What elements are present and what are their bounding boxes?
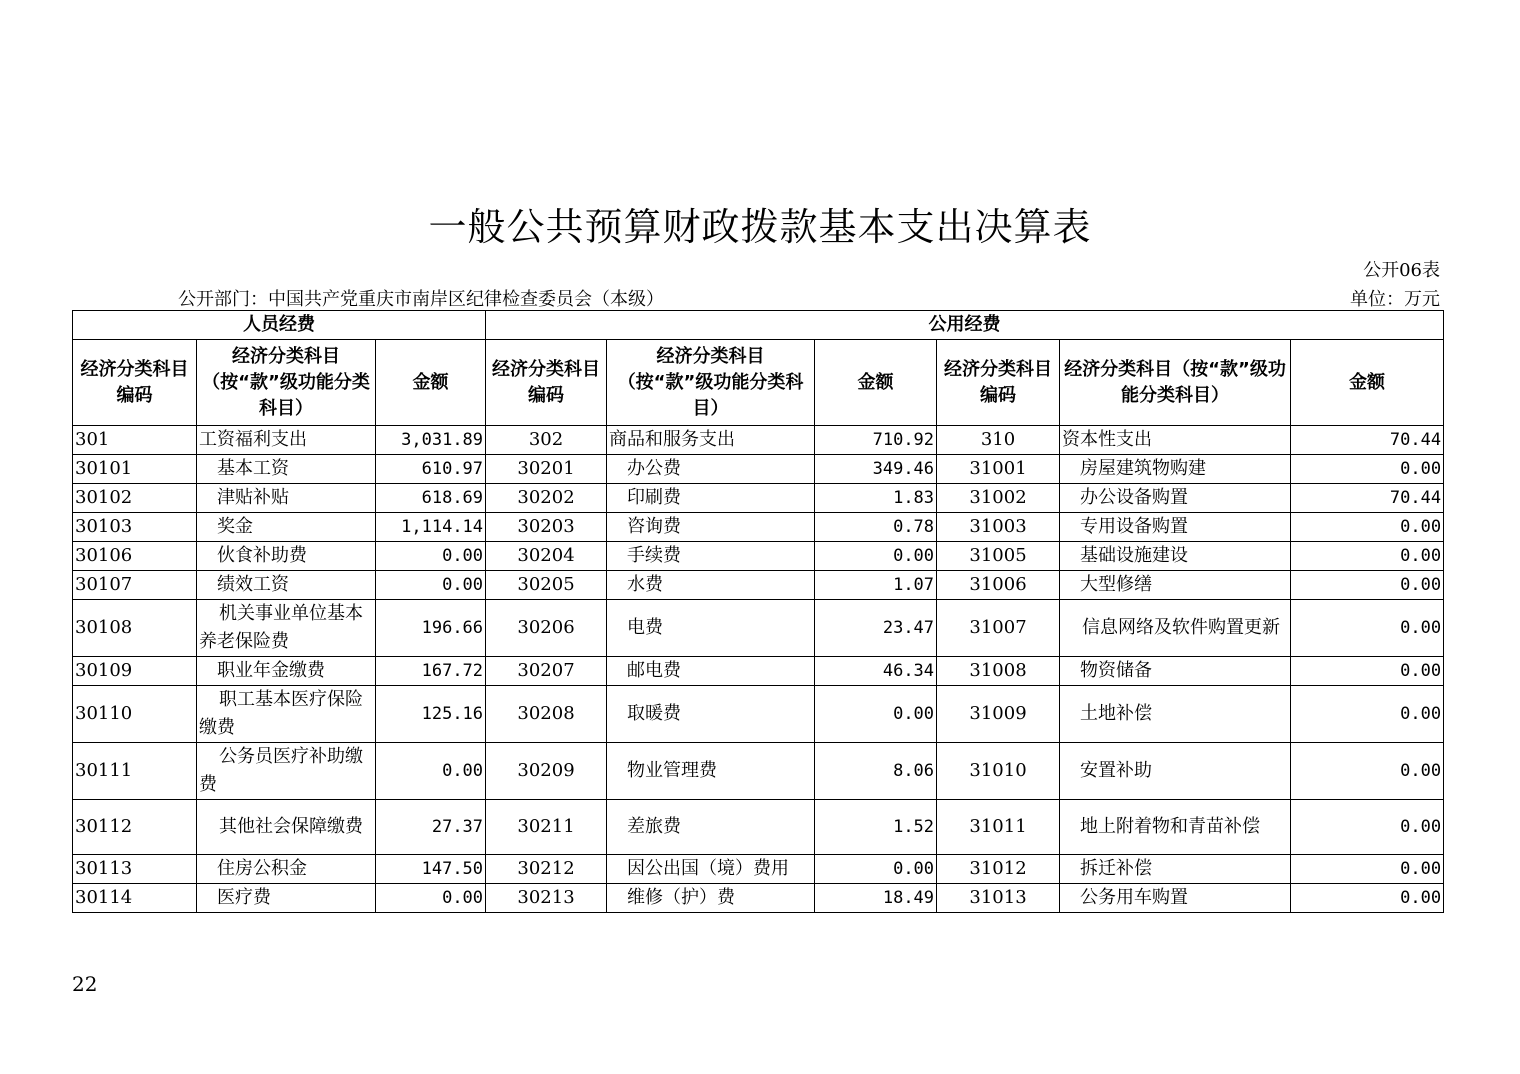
name-cell: 职工基本医疗保险缴费 [197,686,376,743]
amount-cell: 0.00 [1291,800,1444,855]
amount-cell: 18.49 [815,884,937,913]
name-cell: 拆迁补偿 [1060,855,1291,884]
amount-cell: 0.00 [376,743,486,800]
group-header-row [73,311,1444,340]
table-row [73,426,1444,455]
code-cell: 30207 [486,657,607,686]
amount-cell: 0.00 [376,884,486,913]
code-cell: 31009 [937,686,1060,743]
amount-cell: 0.00 [1291,513,1444,542]
header-amount-2: 金额 [815,340,937,426]
name-cell: 基本工资 [197,455,376,484]
amount-cell: 0.78 [815,513,937,542]
code-cell: 31001 [937,455,1060,484]
code-cell: 30212 [486,855,607,884]
code-cell: 301 [73,426,197,455]
name-cell: 住房公积金 [197,855,376,884]
name-cell: 印刷费 [607,484,815,513]
table-row [73,571,1444,600]
name-cell: 工资福利支出 [197,426,376,455]
name-cell: 信息网络及软件购置更新 [1060,600,1291,657]
header-code-1: 经济分类科目编码 [73,340,197,426]
amount-cell: 349.46 [815,455,937,484]
amount-cell: 3,031.89 [376,426,486,455]
amount-cell: 0.00 [1291,686,1444,743]
name-cell: 水费 [607,571,815,600]
table-row [73,686,1444,743]
name-cell: 伙食补助费 [197,542,376,571]
amount-cell: 0.00 [1291,884,1444,913]
code-cell: 30103 [73,513,197,542]
name-cell: 专用设备购置 [1060,513,1291,542]
column-header-row [73,340,1444,426]
header-amount-1: 金额 [376,340,486,426]
amount-cell: 70.44 [1291,426,1444,455]
amount-cell: 0.00 [1291,600,1444,657]
table-row [73,657,1444,686]
amount-cell: 0.00 [1291,743,1444,800]
table-row [73,743,1444,800]
group-personnel: 人员经费 [73,311,486,340]
code-cell: 302 [486,426,607,455]
name-cell: 维修（护）费 [607,884,815,913]
code-cell: 30109 [73,657,197,686]
code-cell: 30102 [73,484,197,513]
name-cell: 办公设备购置 [1060,484,1291,513]
name-cell: 咨询费 [607,513,815,542]
amount-cell: 0.00 [376,571,486,600]
table-row [73,855,1444,884]
name-cell: 其他社会保障缴费 [197,800,376,855]
budget-table [72,310,1444,913]
name-cell: 绩效工资 [197,571,376,600]
amount-cell: 0.00 [1291,657,1444,686]
code-cell: 31005 [937,542,1060,571]
amount-cell: 8.06 [815,743,937,800]
group-public: 公用经费 [486,311,1444,340]
amount-cell: 0.00 [376,542,486,571]
name-cell: 机关事业单位基本养老保险费 [197,600,376,657]
amount-cell: 0.00 [815,686,937,743]
name-cell: 奖金 [197,513,376,542]
name-cell: 津贴补贴 [197,484,376,513]
code-cell: 30203 [486,513,607,542]
code-cell: 30106 [73,542,197,571]
name-cell: 安置补助 [1060,743,1291,800]
code-cell: 30111 [73,743,197,800]
header-name-2: 经济分类科目（按“款”级功能分类科目） [607,340,815,426]
code-cell: 30211 [486,800,607,855]
amount-cell: 46.34 [815,657,937,686]
amount-cell: 196.66 [376,600,486,657]
code-cell: 30204 [486,542,607,571]
name-cell: 大型修缮 [1060,571,1291,600]
code-cell: 30213 [486,884,607,913]
code-cell: 30208 [486,686,607,743]
code-cell: 31012 [937,855,1060,884]
name-cell: 医疗费 [197,884,376,913]
code-cell: 30114 [73,884,197,913]
code-cell: 31010 [937,743,1060,800]
header-name-1: 经济分类科目（按“款”级功能分类科目） [197,340,376,426]
amount-cell: 23.47 [815,600,937,657]
name-cell: 差旅费 [607,800,815,855]
code-cell: 31011 [937,800,1060,855]
page-number: 22 [72,972,98,996]
table-row [73,884,1444,913]
code-cell: 30112 [73,800,197,855]
code-cell: 30209 [486,743,607,800]
code-cell: 31002 [937,484,1060,513]
code-cell: 310 [937,426,1060,455]
code-cell: 31008 [937,657,1060,686]
amount-cell: 0.00 [1291,455,1444,484]
form-number: 公开06表 [1363,260,1440,281]
unit-label: 单位：万元 [1350,289,1440,310]
name-cell: 物资储备 [1060,657,1291,686]
header-code-2: 经济分类科目编码 [486,340,607,426]
amount-cell: 0.00 [1291,571,1444,600]
code-cell: 30101 [73,455,197,484]
table-row [73,542,1444,571]
amount-cell: 125.16 [376,686,486,743]
code-cell: 30206 [486,600,607,657]
code-cell: 31003 [937,513,1060,542]
page-title: 一般公共预算财政拨款基本支出决算表 [428,205,1092,249]
amount-cell: 0.00 [815,542,937,571]
name-cell: 商品和服务支出 [607,426,815,455]
code-cell: 30107 [73,571,197,600]
name-cell: 资本性支出 [1060,426,1291,455]
amount-cell: 1.52 [815,800,937,855]
name-cell: 取暖费 [607,686,815,743]
amount-cell: 0.00 [1291,542,1444,571]
header-name-3: 经济分类科目（按“款”级功能分类科目） [1060,340,1291,426]
amount-cell: 27.37 [376,800,486,855]
department-label: 公开部门：中国共产党重庆市南岸区纪律检查委员会（本级） [178,289,664,310]
table-row [73,484,1444,513]
header-amount-3: 金额 [1291,340,1444,426]
table-row [73,513,1444,542]
name-cell: 手续费 [607,542,815,571]
amount-cell: 167.72 [376,657,486,686]
name-cell: 土地补偿 [1060,686,1291,743]
name-cell: 基础设施建设 [1060,542,1291,571]
amount-cell: 0.00 [1291,855,1444,884]
name-cell: 办公费 [607,455,815,484]
code-cell: 30202 [486,484,607,513]
table-row [73,600,1444,657]
amount-cell: 147.50 [376,855,486,884]
name-cell: 因公出国（境）费用 [607,855,815,884]
amount-cell: 1.07 [815,571,937,600]
code-cell: 30205 [486,571,607,600]
code-cell: 30110 [73,686,197,743]
name-cell: 电费 [607,600,815,657]
amount-cell: 618.69 [376,484,486,513]
code-cell: 30113 [73,855,197,884]
amount-cell: 1.83 [815,484,937,513]
name-cell: 物业管理费 [607,743,815,800]
amount-cell: 70.44 [1291,484,1444,513]
name-cell: 公务员医疗补助缴费 [197,743,376,800]
name-cell: 邮电费 [607,657,815,686]
name-cell: 职业年金缴费 [197,657,376,686]
amount-cell: 710.92 [815,426,937,455]
code-cell: 30108 [73,600,197,657]
table-row [73,455,1444,484]
code-cell: 31006 [937,571,1060,600]
amount-cell: 0.00 [815,855,937,884]
name-cell: 公务用车购置 [1060,884,1291,913]
name-cell: 房屋建筑物购建 [1060,455,1291,484]
code-cell: 31007 [937,600,1060,657]
name-cell: 地上附着物和青苗补偿 [1060,800,1291,855]
table-row [73,800,1444,855]
amount-cell: 1,114.14 [376,513,486,542]
header-code-3: 经济分类科目编码 [937,340,1060,426]
code-cell: 31013 [937,884,1060,913]
code-cell: 30201 [486,455,607,484]
amount-cell: 610.97 [376,455,486,484]
